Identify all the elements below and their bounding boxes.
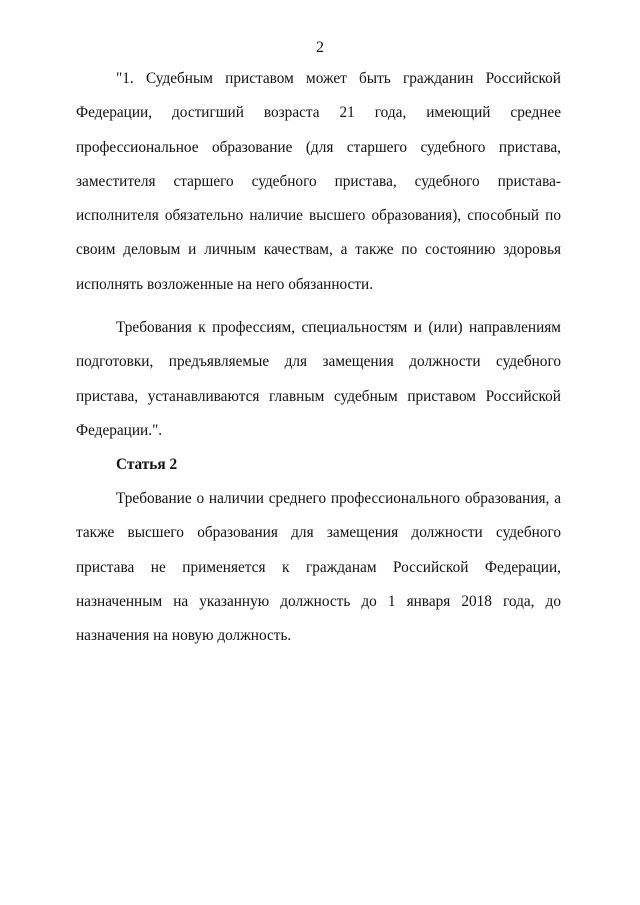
article-heading-block bbox=[76, 448, 561, 482]
paragraph-block-1 bbox=[76, 62, 561, 302]
paragraph-eligibility: "1. Судебным приставом может быть гражданин Российской Федерации, достигший возраста 21 года, имеющий среднее профессиональное образование (для старшего судебного пристава, заместителя старшего судебного пристава, судебного пристава-исполнителя обязательно наличие высшего образования), способный по своим деловым и личным качествам, а также по состоянию здоровья исполнять возложенные на него обязанности. bbox=[76, 70, 561, 293]
paragraph-block-2 bbox=[76, 311, 561, 448]
paragraph-transitional: Требование о наличии среднего профессионального образования, а также высшего образования для замещения должности судебного пристава не применяется к гражданам Российской Федерации, назначенным на указанную должность до 1 января 2018 года, до назначения на новую должность. bbox=[76, 490, 561, 645]
paragraph-requirements: Требования к профессиям, специальностям и (или) направлениям подготовки, предъявляемые для замещения должности судебного пристава, устанавливаются главным судебным приставом Российской Федерации.". bbox=[76, 319, 561, 439]
article-heading: Статья 2 bbox=[116, 456, 178, 473]
paragraph-block-3 bbox=[76, 482, 561, 653]
page-number: 2 bbox=[316, 39, 324, 56]
